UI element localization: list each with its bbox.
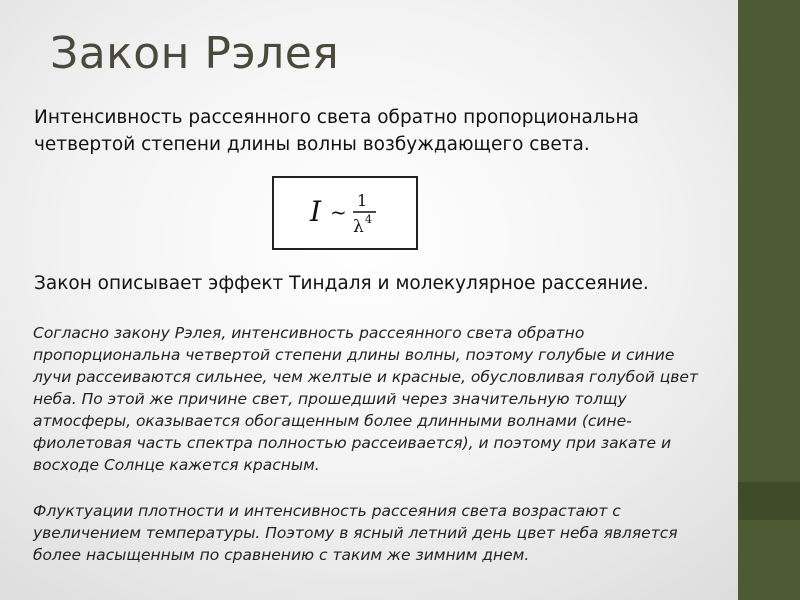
formula-relation: ~ bbox=[330, 200, 347, 224]
formula-numerator: 1 bbox=[357, 191, 368, 210]
fluctuation-paragraph: Флуктуации плотности и интенсивность рассеяния света возрастают с увеличением температуры. Поэтому в ясный летний день цвет неба является более насыщенным по сравнению с таким же зимним днем. bbox=[33, 502, 678, 564]
formula-box bbox=[272, 176, 418, 250]
slide-title: Закон Рэлея bbox=[50, 28, 340, 79]
formula-lhs: I bbox=[310, 195, 322, 228]
formula-denominator: λ bbox=[353, 217, 364, 237]
formula-graphic bbox=[274, 178, 416, 248]
definition-paragraph: Интенсивность рассеянного света обратно пропорциональна четвертой степени длины волны возбуждающего света. bbox=[34, 107, 639, 155]
formula-exponent: 4 bbox=[365, 213, 372, 226]
effect-paragraph: Закон описывает эффект Тиндаля и молекулярное рассеяние. bbox=[34, 273, 649, 294]
explanation-paragraph: Согласно закону Рэлея, интенсивность рассеянного света обратно пропорциональна четвертой степени длины волны, поэтому голубые и синие лучи рассеиваются сильнее, чем желтые и красные, обусловливая голубой цвет неба. По этой же причине свет, прошедший через значительную толщу атмосферы, оказывается обогащенным более длинными волнами (сине-фиолетовая часть спектра полностью рассеивается), и поэтому при закате и восходе Солнце кажется красным. bbox=[33, 324, 698, 474]
decorative-sidebar bbox=[738, 0, 800, 600]
sidebar-stripe bbox=[738, 482, 800, 520]
